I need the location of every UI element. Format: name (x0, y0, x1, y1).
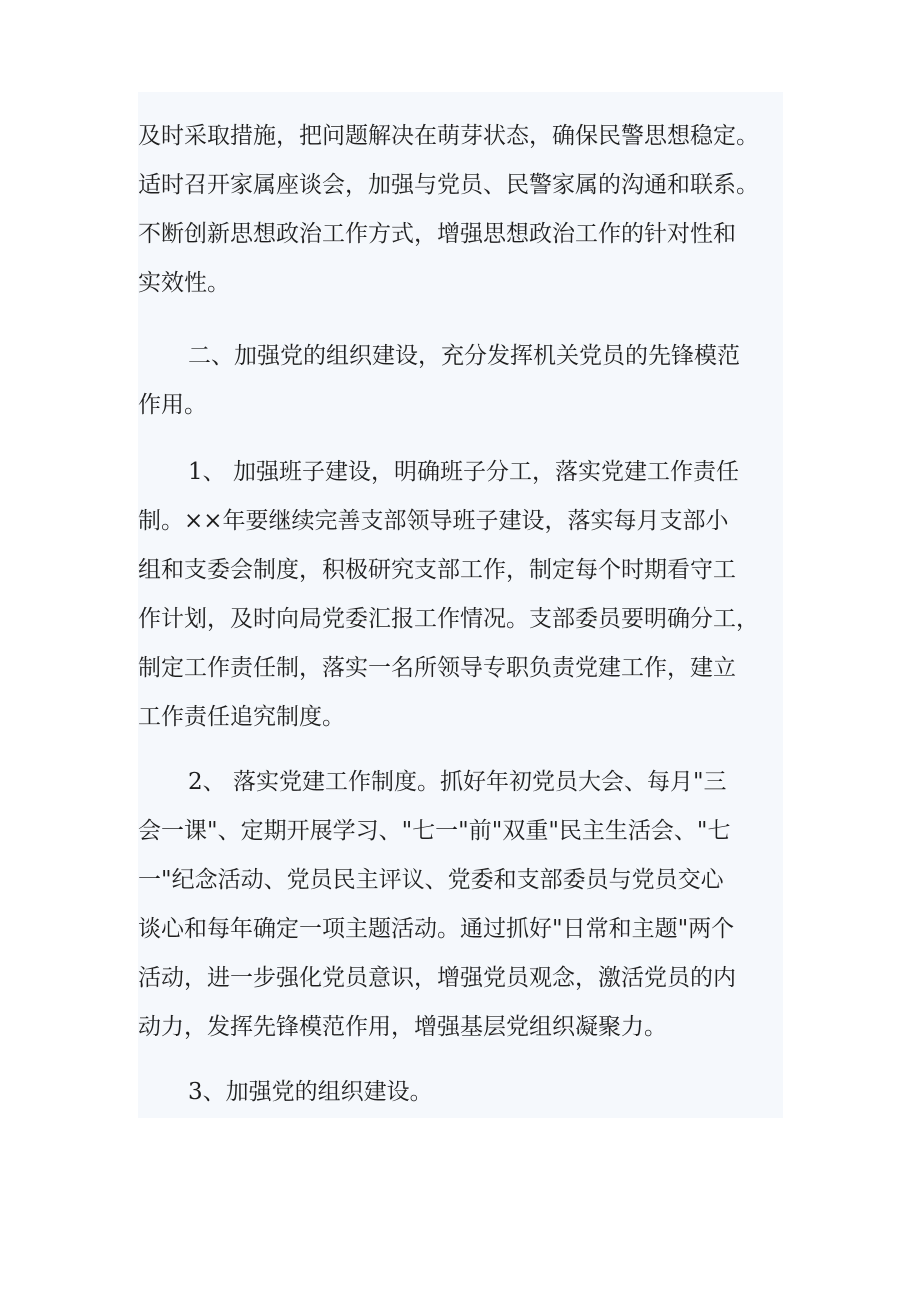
paragraph-line: 作用。 (138, 392, 207, 418)
paragraph-line: 工作责任追究制度。 (138, 704, 345, 730)
paragraph-line: 一"纪念活动、党员民主评议、党委和支部委员与党员交心 (138, 867, 724, 893)
paragraph-3 (138, 448, 783, 742)
paragraph-line: 2、 落实党建工作制度。抓好年初党员大会、每月"三 (188, 769, 727, 795)
paragraph-line: 谈心和每年确定一项主题活动。通过抓好"日常和主题"两个 (138, 916, 735, 942)
paragraph-2 (138, 332, 783, 430)
paragraph-line: 3、加强党的组织建设。 (188, 1079, 433, 1105)
paragraph-4 (138, 758, 783, 1052)
paragraph-line: 制。××年要继续完善支部领导班子建设，落实每月支部小 (138, 508, 729, 534)
paragraph-line: 及时采取措施，把问题解决在萌芽状态，确保民警思想稳定。 (138, 123, 759, 149)
paragraph-1 (138, 112, 783, 308)
paragraph-line: 二、加强党的组织建设，充分发挥机关党员的先锋模范 (188, 343, 740, 369)
paragraph-5 (138, 1068, 783, 1117)
paragraph-line: 1、 加强班子建设，明确班子分工，落实党建工作责任 (188, 459, 739, 485)
paragraph-line: 不断创新思想政治工作方式，增强思想政治工作的针对性和 (138, 221, 736, 247)
document-body (138, 92, 783, 1118)
paragraph-line: 制定工作责任制，落实一名所领导专职负责党建工作，建立 (138, 655, 736, 681)
paragraph-line: 组和支委会制度，积极研究支部工作，制定每个时期看守工 (138, 557, 736, 583)
paragraph-line: 作计划，及时向局党委汇报工作情况。支部委员要明确分工， (138, 606, 759, 632)
paragraph-line: 实效性。 (138, 270, 230, 296)
paragraph-line: 适时召开家属座谈会，加强与党员、民警家属的沟通和联系。 (138, 172, 759, 198)
paragraph-line: 活动，进一步强化党员意识，增强党员观念，激活党员的内 (138, 965, 736, 991)
paragraph-line: 会一课"、定期开展学习、"七一"前"双重"民主生活会、"七 (138, 818, 731, 844)
paragraph-line: 动力，发挥先锋模范作用，增强基层党组织凝聚力。 (138, 1014, 667, 1040)
